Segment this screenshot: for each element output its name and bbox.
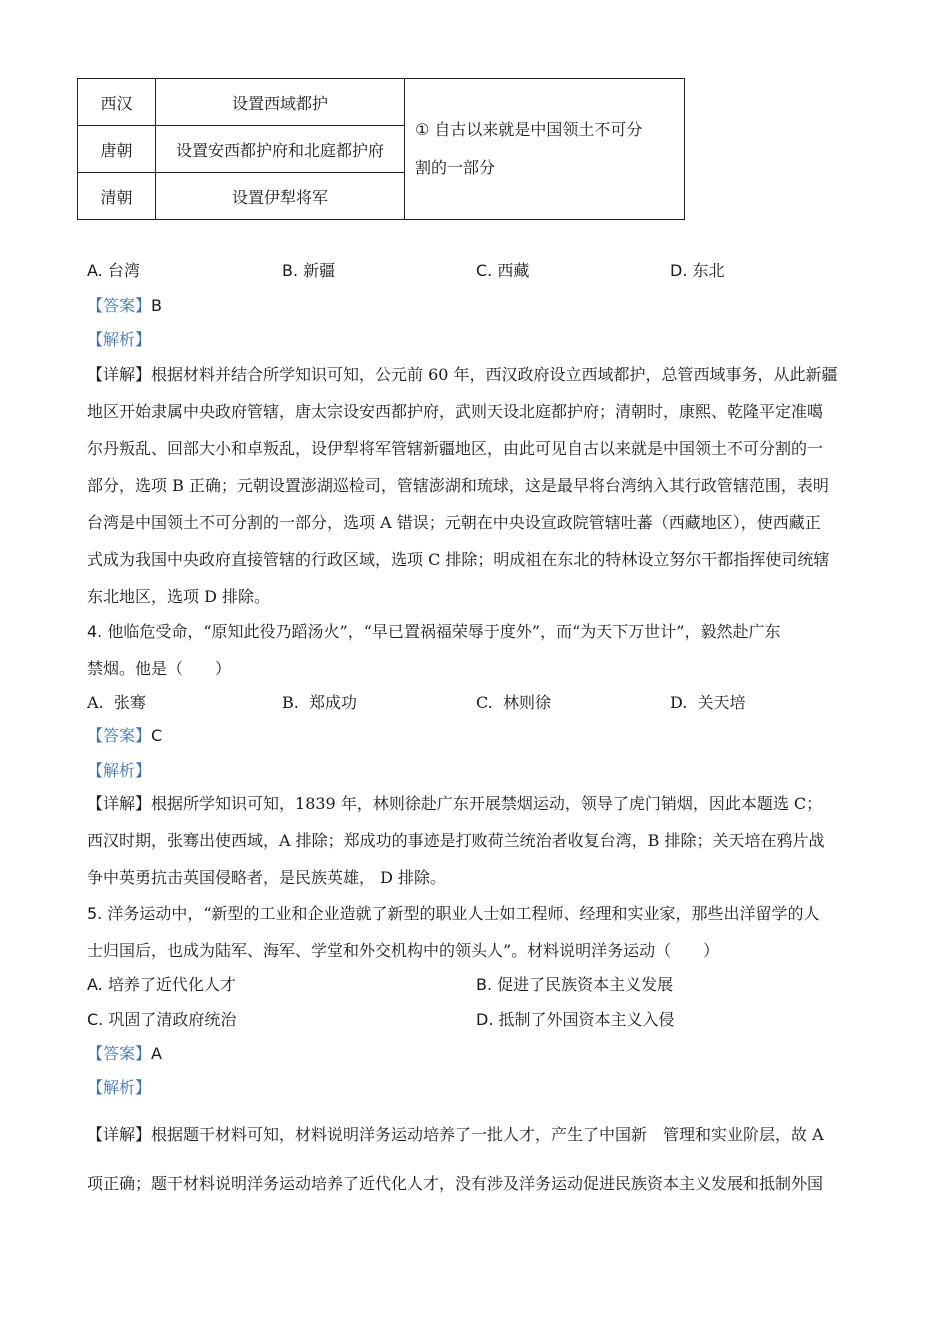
option-c: C. 西藏 — [476, 261, 530, 280]
detail-tag: 【详解】 — [87, 1125, 152, 1144]
answer-line — [87, 293, 162, 316]
action-cell: 设置安西都护府和北庭都护府 — [156, 126, 405, 173]
option-c: C. 林则徐 — [476, 693, 551, 712]
detail-line: 式成为我国中央政府直接管辖的行政区域，选项 C 排除；明成祖在东北的特林设立努尔干都指挥使司统辖 — [87, 550, 830, 569]
conclusion-cell — [405, 79, 685, 220]
analysis-tag: 【解析】 — [87, 1078, 152, 1097]
answer-value: C — [151, 726, 163, 745]
option-a: A. 张骞 — [87, 693, 146, 712]
detail-line: 尔丹叛乱、回部大小和卓叛乱，设伊犁将军管辖新疆地区，由此可见自古以来就是中国领土不可分割的一 — [87, 439, 824, 458]
analysis-tag: 【解析】 — [87, 761, 152, 780]
detail-line: 台湾是中国领土不可分割的一部分，选项 A 错误；元朝在中央设宣政院管辖吐蕃（西藏地区），使西藏正 — [87, 513, 821, 532]
option-a: A. 培养了近代化人才 — [87, 975, 236, 994]
question-stem: 士归国后，也成为陆军、海军、学堂和外交机构中的领头人”。材料说明洋务运动（ ） — [87, 941, 720, 960]
question-stem: 4. 他临危受命，“原知此役乃蹈汤火”，“早已置祸福荣辱于度外”，而“为天下万世计”，毅然赴广东 — [87, 622, 781, 641]
answer-line — [87, 723, 162, 746]
option-d: D. 抵制了外国资本主义入侵 — [476, 1010, 675, 1029]
question-stem: 5. 洋务运动中，“新型的工业和企业造就了新型的职业人士如工程师、经理和实业家，那些出洋留学的人 — [87, 904, 820, 923]
answer-value: A — [151, 1044, 162, 1063]
option-a: A. 台湾 — [87, 261, 140, 280]
detail-tag: 【详解】 — [87, 794, 152, 813]
detail-line: 部分，选项 B 正确；元朝设置澎湖巡检司，管辖澎湖和琉球，这是最早将台湾纳入其行政管辖范围，表明 — [87, 476, 829, 495]
question-number: 4. — [87, 622, 103, 641]
conclusion-line: ① 自古以来就是中国领土不可分 — [415, 120, 643, 139]
option-b: B. 郑成功 — [282, 693, 358, 712]
action-cell: 设置伊犁将军 — [156, 173, 405, 220]
detail-tag: 【详解】 — [87, 365, 152, 384]
detail-line: 争中英勇抗击英国侵略者，是民族英雄， D 排除。 — [87, 868, 447, 887]
question-stem: 禁烟。他是（ ） — [87, 659, 232, 678]
option-d: D. 东北 — [670, 261, 725, 280]
detail-line: 西汉时期，张骞出使西域，A 排除；郑成功的事迹是打败荷兰统治者收复台湾，B 排除；关天培在鸦片战 — [87, 831, 825, 850]
history-table — [77, 78, 685, 220]
era-cell: 唐朝 — [78, 126, 156, 173]
option-b: B. 促进了民族资本主义发展 — [476, 975, 674, 994]
detail-line: 项正确；题干材料说明洋务运动培养了近代化人才，没有涉及洋务运动促进民族资本主义发展和抵制外国 — [87, 1174, 824, 1193]
answer-value: B — [151, 296, 162, 315]
option-b: B. 新疆 — [282, 261, 336, 280]
detail-line: 东北地区，选项 D 排除。 — [87, 587, 271, 606]
conclusion-line: 割的一部分 — [415, 158, 496, 177]
answer-tag: 【答案】 — [87, 296, 152, 315]
detail-line: 【详解】根据所学知识可知，1839 年，林则徐赴广东开展禁烟运动，领导了虎门销烟，因此本题选 C； — [87, 794, 823, 813]
answer-tag: 【答案】 — [87, 726, 152, 745]
answer-tag: 【答案】 — [87, 1044, 152, 1063]
detail-line: 【详解】根据题干材料可知，材料说明洋务运动培养了一批人才，产生了中国新 管理和实业阶层，故 A — [87, 1125, 824, 1144]
option-d: D. 关天培 — [670, 693, 746, 712]
table-row — [78, 79, 685, 126]
detail-line: 【详解】根据材料并结合所学知识可知，公元前 60 年，西汉政府设立西域都护，总管西域事务，从此新疆 — [87, 365, 838, 384]
detail-line: 地区开始隶属中央政府管辖，唐太宗设安西都护府，武则天设北庭都护府；清朝时，康熙、乾隆平定准噶 — [87, 402, 824, 421]
era-cell: 西汉 — [78, 79, 156, 126]
action-cell: 设置西域都护 — [156, 79, 405, 126]
option-c: C. 巩固了清政府统治 — [87, 1010, 237, 1029]
answer-line — [87, 1041, 162, 1064]
analysis-tag: 【解析】 — [87, 330, 152, 349]
era-cell: 清朝 — [78, 173, 156, 220]
question-number: 5. — [87, 904, 103, 923]
